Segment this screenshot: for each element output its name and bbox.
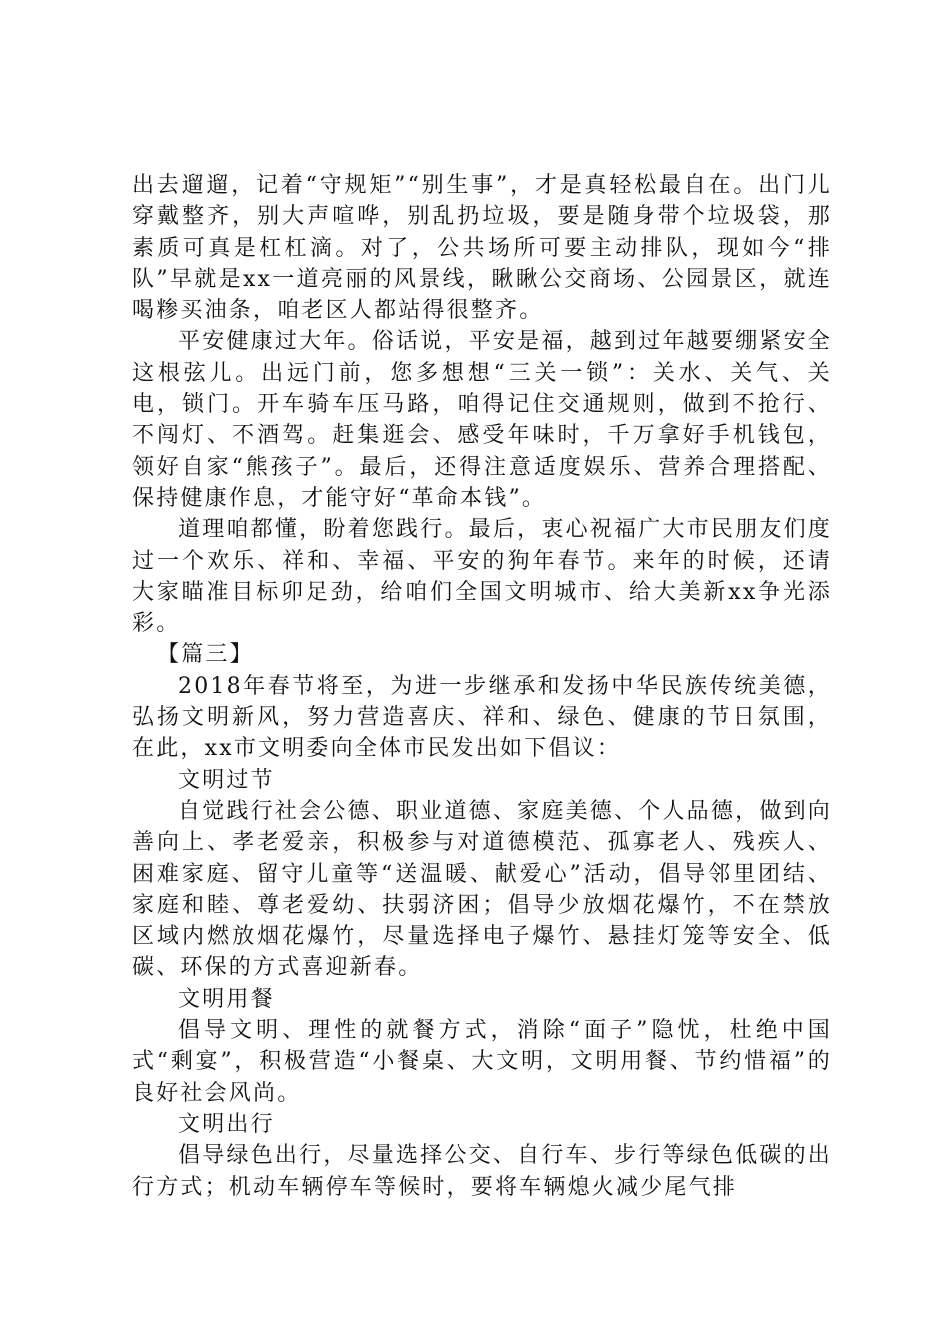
paragraph-civilized-festival: 自觉践行社会公德、职业道德、家庭美德、个人品德，做到向善向上、孝老爱亲，积极参与对道德模范、孤寡老人、残疾人、困难家庭、留守儿童等“送温暖、献爱心”活动，倡导邻里团结、家庭和睦、尊老爱幼、扶弱济困；倡导少放烟花爆竹，不在禁放区域内燃放烟花爆竹，尽量选择电子爆竹、悬挂灯笼等安全、低碳、环保的方式喜迎新春。: [132, 798, 832, 981]
paragraph-civilized-dining: 倡导文明、理性的就餐方式，消除“面子”隐忧，杜绝中国式“剩宴”，积极营造“小餐桌、大文明，文明用餐、节约惜福”的良好社会风尚。: [132, 1018, 832, 1106]
paragraph-civility-outing: 出去遛遛，记着“守规矩”“别生事”，才是真轻松最自在。出门儿穿戴整齐，别大声喧哗，别乱扔垃圾，要是随身带个垃圾袋，那素质可真是杠杠滴。对了，公共场所可要主动排队，现如今“排队”早就是xx一道亮丽的风景线，瞅瞅公交商场、公园景区，就连喝糁买油条，咱老区人都站得很整齐。: [132, 173, 832, 324]
subheading-civilized-festival: 文明过节: [178, 767, 275, 793]
subheading-civilized-dining: 文明用餐: [178, 986, 275, 1012]
paragraph-closing-wishes: 道理咱都懂，盼着您践行。最后，衷心祝福广大市民朋友们度过一个欢乐、祥和、幸福、平安的狗年春节。来年的时候，还请大家瞄准目标卯足劲，给咱们全国文明城市、给大美新xx争光添彩。: [132, 517, 832, 637]
section-heading-part-three: 【篇三】: [157, 642, 254, 668]
paragraph-safety-health: 平安健康过大年。俗话说，平安是福，越到过年越要绷紧安全这根弦儿。出远门前，您多想想“三关一锁”：关水、关气、关电，锁门。开车骑车压马路，咱得记住交通规则，做到不抢行、不闯灯、不酒驾。赶集逛会、感受年味时，千万拿好手机钱包，领好自家“熊孩子”。最后，还得注意适度娱乐、营养合理搭配、保持健康作息，才能守好“革命本钱”。: [132, 329, 832, 511]
paragraph-civilized-travel: 倡导绿色出行，尽量选择公交、自行车、步行等绿色低碳的出行方式；机动车辆停车等候时，要将车辆熄火减少尾气排: [132, 1143, 832, 1200]
document-body: [132, 170, 832, 1203]
paragraph-initiative-intro: 2018年春节将至，为进一步继承和发扬中华民族传统美德，弘扬文明新风，努力营造喜庆、祥和、绿色、健康的节日氛围，在此，xx市文明委向全体市民发出如下倡议：: [132, 673, 832, 762]
subheading-civilized-travel: 文明出行: [178, 1111, 275, 1137]
